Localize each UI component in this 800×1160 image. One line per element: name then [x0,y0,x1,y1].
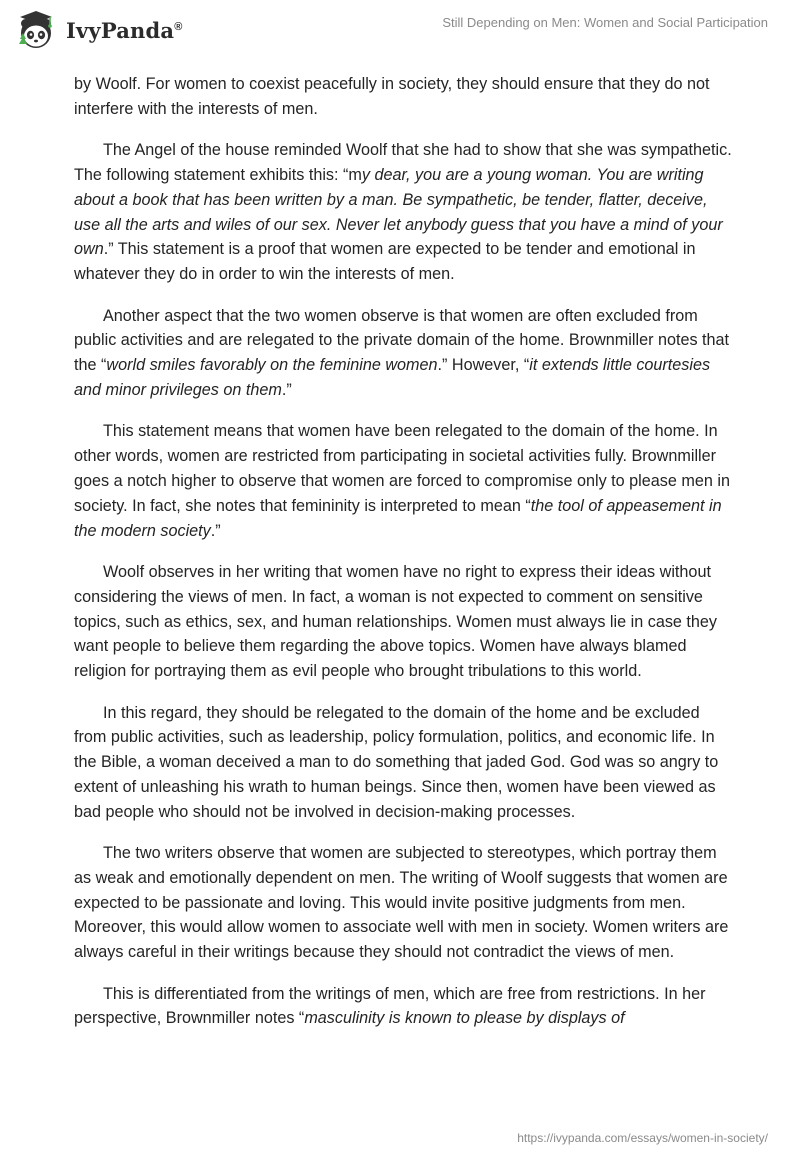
paragraph-text: The Angel of the house reminded Woolf that she had to show that she was sympathetic. The following statement exhibits this: “m [74,141,732,184]
paragraph-text: .” However, “ [437,356,530,375]
essay-paragraph [74,138,734,287]
page-header [0,0,800,70]
paragraph-text: .” [210,521,221,540]
ivypanda-logo[interactable] [14,8,183,52]
essay-paragraph [74,701,734,825]
logo-text: IvyPanda® [66,17,183,43]
essay-paragraph [74,419,734,543]
paragraph-text: This is differentiated from the writings of men, which are free from restrictions. In her perspective, Brownmiller notes “ [74,984,706,1028]
paragraph-text: .” [281,380,292,399]
quoted-text: masculinity is known to please by displays of [304,1009,625,1028]
paragraph-text: Woolf observes in her writing that women have no right to express their ideas without considering the views of men. In fact, a woman is not expected to comment on sensitive topics, such as ethics, sex, and human relationships. Women must always lie in case they want people to believe them regarding the above topics. Women have always blamed religion for portraying them as evil people who brought tribulations to this world. [74,562,718,681]
essay-paragraph [74,72,734,122]
quoted-text: it extends little courtesies and minor privileges on them [74,356,711,399]
quoted-text: y dear, you are a young woman. You are writing about a book that has been written by a man. Be sympathetic, be tender, flatter, deceive, use all the arts and wiles of our sex. Never let anybody guess that you have a mind of your own [74,165,723,259]
panda-graduate-icon [14,8,58,52]
quoted-text: the tool of appeasement in the modern society [74,496,722,540]
essay-paragraph [74,982,734,1032]
essay-paragraph [74,560,734,684]
paragraph-text: .” This statement is a proof that women are expected to be tender and emotional in whatever they do in order to win the interests of men. [74,240,696,284]
essay-paragraph [74,841,734,965]
source-url[interactable]: https://ivypanda.com/essays/women-in-society/ [517,1131,768,1145]
document-title: Still Depending on Men: Women and Social Participation [442,15,768,30]
paragraph-text: In this regard, they should be relegated to the domain of the home and be excluded from public activities, such as leadership, policy formulation, politics, and economic life. In the Bible, a woman deceived a man to do something that jaded God. God was so angry to extent of unleashing his wrath to human beings. Since then, women have been viewed as bad people who should not be involved in decision-making processes. [74,703,719,821]
essay-body [74,72,734,1048]
quoted-text: world smiles favorably on the feminine women [106,356,438,375]
paragraph-text: by Woolf. For women to coexist peacefully in society, they should ensure that they do not interfere with the interests of men. [74,75,710,118]
essay-paragraph [74,304,734,403]
paragraph-text: This statement means that women have been relegated to the domain of the home. In other words, women are restricted from participating in societal activities fully. Brownmiller goes a notch higher to observe that women are forced to compromise only to please men in society. In fact, she notes that femininity is interpreted to mean “ [74,422,730,515]
paragraph-text: Another aspect that the two women observe is that women are often excluded from public activities and are relegated to the private domain of the home. Brownmiller notes that the “ [74,306,730,375]
paragraph-text: The two writers observe that women are subjected to stereotypes, which portray them as weak and emotionally dependent on men. The writing of Woolf suggests that women are expected to be passionate and loving. This would invite positive judgments from men. Moreover, this would allow women to associate well with men in society. Women writers are always careful in their writings because they should not contradict the views of men. [74,844,729,962]
